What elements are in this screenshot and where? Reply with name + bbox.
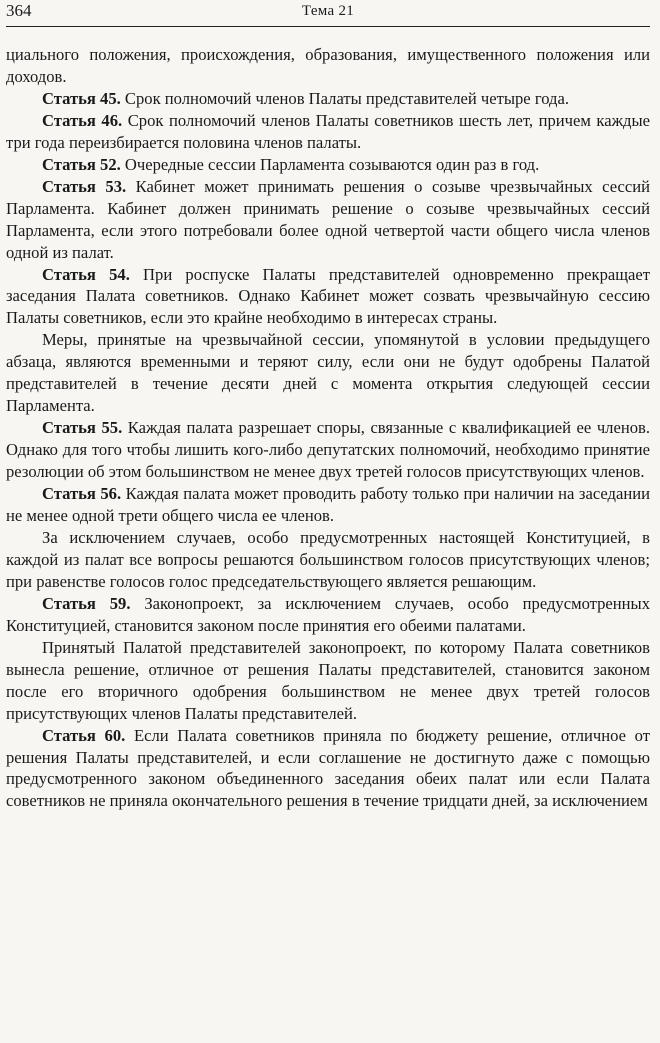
paragraph — [6, 593, 650, 637]
paragraph-text: циального положения, происхождения, образования, имущественного положения или доходов. — [6, 45, 650, 86]
page-body — [6, 44, 650, 812]
article-number: Статья 55. — [42, 418, 123, 438]
paragraph — [6, 154, 650, 176]
article-number: Статья 52. — [42, 154, 121, 174]
page-number: 364 — [6, 1, 32, 20]
paragraph-text: Каждая палата разрешает споры, связанные с квалификацией ее членов. Однако для того чтобы лишить кого-либо депутатских полномочий, необходимо принятие резолюции об этом большинством не менее двух третей голосов присутствующих членов. — [6, 418, 650, 482]
article-number: Статья 53. — [42, 176, 127, 196]
paragraph — [6, 329, 650, 417]
paragraph — [6, 176, 650, 264]
paragraph-text: Если Палата советников приняла по бюджету решение, отличное от решения Палаты представителей, и если соглашение не достигнуто даже с помощью предусмотренного законом объединенного заседания обеих палат или если Палата советников не приняла окончательного решения в течение тридцати дней, за исключением — [6, 725, 651, 811]
article-number: Статья 60. — [42, 725, 126, 745]
paragraph — [6, 44, 650, 88]
paragraph — [6, 417, 650, 483]
article-number: Статья 56. — [42, 484, 122, 504]
article-number: Статья 45. — [42, 88, 121, 108]
paragraph-text: Кабинет может принимать решения о созыве чрезвычайных сессий Парламента. Кабинет должен принимать решение о созыве чрезвычайных сессий Парламента, если этого потребовали более одной четвертой части общего числа членов одной из палат. — [6, 176, 650, 262]
paragraph-text: Законопроект, за исключением случаев, особо предусмотренных Конституцией, становится законом после принятия его обеими палатами. — [6, 593, 651, 635]
article-number: Статья 54. — [42, 264, 130, 284]
paragraph — [6, 88, 650, 110]
paragraph-text: За исключением случаев, особо предусмотренных настоящей Конституцией, в каждой из палат все вопросы решаются большинством голосов присутствующих членов; при равенстве голосов голос председательствующего является решающим. — [6, 527, 650, 591]
article-number: Статья 46. — [42, 110, 123, 130]
paragraph — [6, 725, 650, 813]
paragraph — [6, 527, 650, 593]
running-title: Тема 21 — [301, 3, 355, 19]
paragraph-text: Срок полномочий членов Палаты представителей четыре года. — [120, 88, 569, 108]
paragraph — [6, 264, 650, 330]
paragraph — [6, 637, 650, 725]
paragraph-text: При роспуске Палаты представителей одновременно прекращает заседания Палата советников. Однако Кабинет может созвать чрезвычайную сессию Палаты советников, если это крайне необходимо в интересах страны. — [6, 264, 650, 328]
paragraph-text: Меры, принятые на чрезвычайной сессии, упомянутой в условии предыдущего абзаца, являются временными и теряют силу, если они не будут одобрены Палатой представителей в течение десяти дней с момента открытия следующей сессии Парламента. — [6, 330, 650, 416]
page-header — [6, 0, 650, 27]
paragraph — [6, 110, 650, 154]
paragraph-text: Принятый Палатой представителей законопроект, по которому Палата советников вынесла решение, отличное от решения Палаты представителей, становится законом после его вторичного одобрения большинством не менее двух третей голосов присутствующих членов Палаты представителей. — [6, 637, 650, 723]
paragraph — [6, 483, 650, 527]
paragraph-text: Срок полномочий членов Палаты советников шесть лет, причем каждые три года переизбирается половина членов палаты. — [6, 110, 651, 152]
paragraph-text: Очередные сессии Парламента созываются один раз в год. — [120, 154, 540, 174]
article-number: Статья 59. — [42, 593, 131, 613]
paragraph-text: Каждая палата может проводить работу только при наличии на заседании не менее одной трети общего числа ее членов. — [6, 484, 650, 526]
